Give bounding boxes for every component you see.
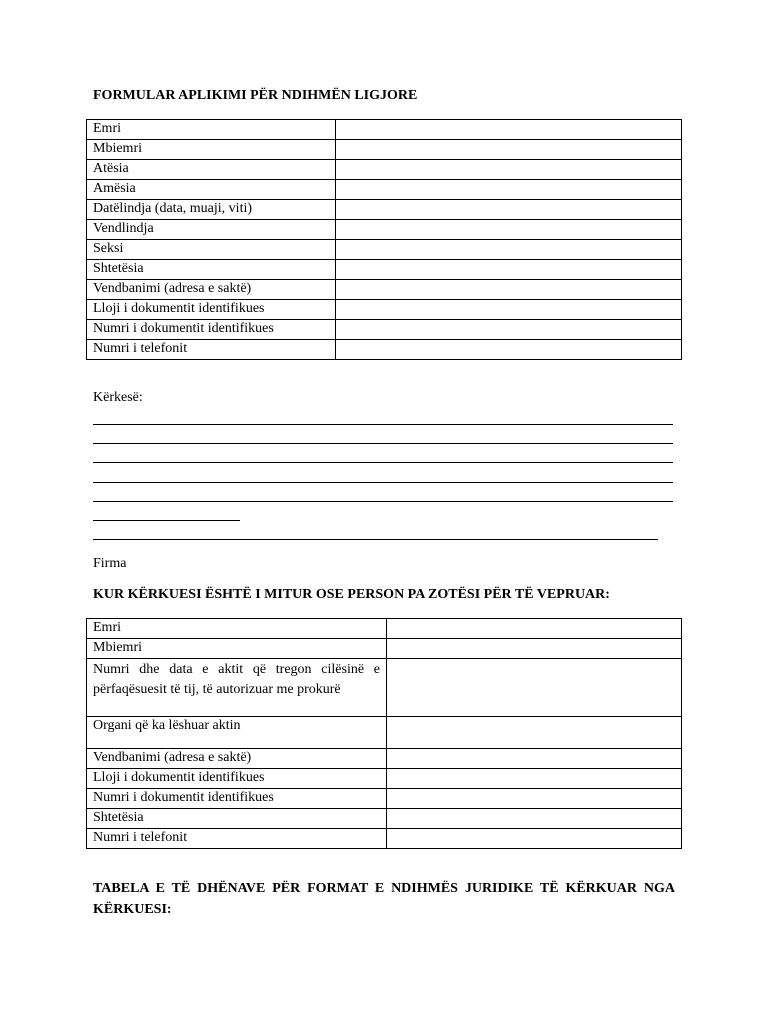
request-writing-line[interactable] [93,482,673,483]
table-row [87,200,682,220]
field-value-cell[interactable] [336,280,682,300]
field-label: Vendbanimi (adresa e saktë) [87,749,387,769]
field-label: Shtetësia [87,260,336,280]
table-row [87,220,682,240]
field-value-cell[interactable] [336,120,682,140]
table-row [87,320,682,340]
field-label: Numri i telefonit [87,340,336,360]
field-value-cell[interactable] [387,789,682,809]
field-value-cell[interactable] [336,180,682,200]
field-value-cell[interactable] [387,769,682,789]
field-label: Datëlindja (data, muaji, viti) [87,200,336,220]
table-row [87,749,682,769]
field-value-cell[interactable] [387,619,682,639]
field-value-cell[interactable] [336,160,682,180]
field-label: Emri [87,619,387,639]
applicant-table [86,119,682,360]
field-value-cell[interactable] [336,140,682,160]
field-value-cell[interactable] [336,200,682,220]
table-row [87,789,682,809]
request-writing-line[interactable] [93,501,673,502]
request-writing-line[interactable] [93,462,673,463]
field-label: Atësia [87,160,336,180]
field-label: Shtetësia [87,809,387,829]
field-value-cell[interactable] [336,240,682,260]
table-row [87,280,682,300]
field-label: Vendbanimi (adresa e saktë) [87,280,336,300]
table-row [87,659,682,717]
field-value-cell[interactable] [336,260,682,280]
table-row [87,300,682,320]
field-label: Mbiemri [87,639,387,659]
field-value-cell[interactable] [387,659,682,717]
legal-aid-table-heading: TABELA E TË DHËNAVE PËR FORMAT E NDIHMËS JURIDIKE TË KËRKUAR NGA KËRKUESI: [93,881,675,917]
field-label: Numri dhe data e aktit që tregon cilësinë e përfaqësuesit të tij, të autorizuar me prokurë [87,659,387,717]
field-value-cell[interactable] [387,717,682,749]
table-row [87,120,682,140]
field-value-cell[interactable] [336,320,682,340]
minor-section-heading: KUR KËRKUESI ËSHTË I MITUR OSE PERSON PA ZOTËSI PËR TË VEPRUAR: [93,587,610,602]
table-row [87,260,682,280]
field-label: Numri i dokumentit identifikues [87,320,336,340]
field-value-cell[interactable] [336,340,682,360]
table-row [87,240,682,260]
request-writing-line[interactable] [93,520,240,521]
field-label: Numri i dokumentit identifikues [87,789,387,809]
table-row [87,809,682,829]
field-value-cell[interactable] [387,829,682,849]
representative-table [86,618,682,849]
table-row [87,340,682,360]
field-label: Lloji i dokumentit identifikues [87,300,336,320]
field-label: Lloji i dokumentit identifikues [87,769,387,789]
field-label: Vendlindja [87,220,336,240]
table-row [87,180,682,200]
table-row [87,619,682,639]
request-label: Kërkesë: [93,390,143,405]
field-value-cell[interactable] [336,220,682,240]
field-value-cell[interactable] [336,300,682,320]
table-row [87,769,682,789]
field-label: Emri [87,120,336,140]
field-value-cell[interactable] [387,639,682,659]
field-label: Mbiemri [87,140,336,160]
field-label: Amësia [87,180,336,200]
field-label: Seksi [87,240,336,260]
table-row [87,829,682,849]
signature-label: Firma [93,556,127,571]
request-writing-line[interactable] [93,443,673,444]
field-label: Organi që ka lëshuar aktin [87,717,387,749]
field-label: Numri i telefonit [87,829,387,849]
table-row [87,160,682,180]
field-value-cell[interactable] [387,809,682,829]
table-row [87,639,682,659]
field-value-cell[interactable] [387,749,682,769]
form-title: FORMULAR APLIKIMI PËR NDIHMËN LIGJORE [93,88,418,103]
table-row [87,717,682,749]
request-writing-line[interactable] [93,539,658,540]
table-row [87,140,682,160]
request-writing-line[interactable] [93,424,673,425]
